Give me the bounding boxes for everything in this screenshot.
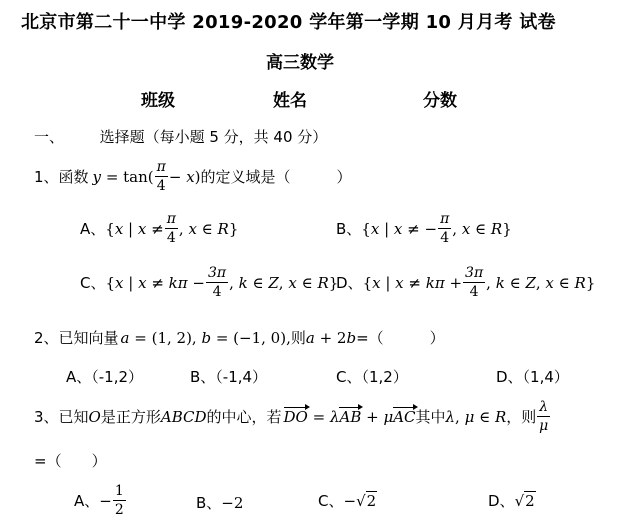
q2-tail: 则: [290, 329, 306, 347]
q3-mid4: ，则: [506, 408, 537, 426]
section-heading: [34, 126, 327, 147]
q1-option-d-label: D、: [336, 274, 363, 292]
q1-option-c-label: C、: [80, 274, 106, 292]
q2-close: ）: [429, 329, 445, 347]
q3-option-d[interactable]: D、 √ 2: [488, 492, 535, 510]
q1-option-b[interactable]: B、 {x | x ≠ − $\frac{\pi}{4}$ , x ∈ R}: [336, 211, 512, 246]
q1-tail: 的定义域是（: [200, 168, 291, 186]
q1-close: ）: [336, 168, 352, 186]
q2-option-a[interactable]: A、（-1,2）: [66, 368, 144, 386]
q2-option-c[interactable]: C、（1,2）: [336, 368, 408, 386]
q3-option-b-label: B、: [196, 494, 222, 512]
q3-close: ）: [91, 452, 107, 470]
q2-eq: =（: [356, 329, 384, 347]
subject-title: 高三数学: [266, 53, 334, 73]
q1-lead: 1、函数: [34, 168, 89, 186]
section-label: 选择题（每小题 5 分，共 40 分）: [99, 128, 328, 146]
q3-lead: 3、已知: [34, 408, 89, 426]
name-field-label: 姓名: [273, 91, 307, 111]
q3-option-c-label: C、: [318, 492, 344, 510]
question-1: 1、函数 y = tan( $\frac{\pi}{4}$ − x) 的定义域是（ ）: [34, 159, 352, 194]
q1-option-a-label: A、: [80, 220, 106, 238]
q3-option-a-label: A、: [74, 492, 100, 510]
section-number: 一、: [34, 128, 65, 146]
question-3: 3、已知 O 是正方形 ABCD 的中心，若 DO = λAB + μAC 其中 λ, μ ∈ R ，则 $\frac{\lambda}{\mu}$: [34, 399, 549, 434]
q3-eq: =（: [34, 452, 62, 470]
q3-option-a[interactable]: A、 − $\frac{1}{2}$: [74, 483, 124, 518]
exam-title: 北京市第二十一中学 2019-2020 学年第一学期 10 月月考 试卷: [21, 12, 556, 33]
q3-mid2: 的中心，若: [206, 408, 282, 426]
q2-option-b[interactable]: B、（-1,4）: [190, 368, 268, 386]
q3-option-d-label: D、: [488, 492, 515, 510]
q1-option-a[interactable]: A、 {x | x ≠ $\frac{\pi}{4}$ , x ∈ R}: [80, 211, 239, 246]
q1-option-b-label: B、: [336, 220, 362, 238]
q3-mid1: 是正方形: [100, 408, 161, 426]
q2-option-d[interactable]: D、（1,4）: [496, 368, 569, 386]
class-field-label: 班级: [141, 91, 175, 111]
q2-lead: 2、已知向量: [34, 329, 119, 347]
q1-option-d[interactable]: D、 {x | x ≠ kπ + $\frac{3\pi}{4}$ , k ∈ Z, x ∈ R}: [336, 265, 596, 300]
q3-option-c[interactable]: C、 − √ 2: [318, 491, 377, 510]
q3-mid3: 其中: [415, 408, 446, 426]
q1-option-c[interactable]: C、 {x | x ≠ kπ − $\frac{3\pi}{4}$ , k ∈ Z, x ∈ R}: [80, 265, 339, 300]
score-field-label: 分数: [423, 91, 457, 111]
question-2: 2、已知向量 a = (1, 2), b = (−1, 0), 则 a + 2b =（ ）: [34, 328, 445, 347]
q3-option-b[interactable]: B、 −2: [196, 493, 244, 512]
q3-answer-line: [34, 450, 107, 471]
